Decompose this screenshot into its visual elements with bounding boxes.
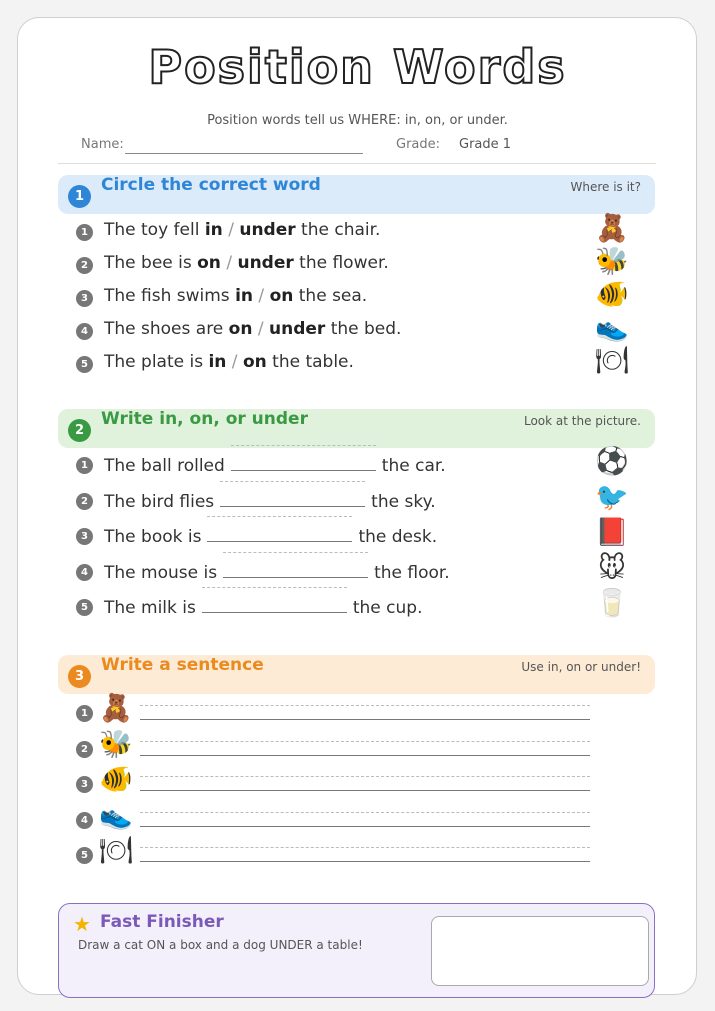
answer-blank[interactable]: [223, 560, 368, 578]
section-hint: Where is it?: [570, 180, 641, 194]
grade-value: Grade 1: [459, 137, 512, 152]
plate-icon: 🍽: [98, 835, 134, 866]
question-number: 5: [76, 847, 93, 864]
question-text-after: the floor.: [374, 562, 450, 583]
question-text-after: the chair.: [295, 220, 381, 240]
option-word[interactable]: under: [269, 319, 326, 339]
star-icon: ★: [73, 912, 91, 936]
fast-finisher-title: Fast Finisher: [100, 912, 224, 932]
question-text: [104, 595, 422, 618]
writing-guide-line: [140, 705, 590, 706]
question-text: [104, 453, 446, 476]
option-word[interactable]: under: [239, 220, 296, 240]
question-number: 4: [76, 564, 93, 581]
option-separator: /: [252, 319, 270, 339]
question-text: [104, 524, 437, 547]
bee-icon: 🐝: [99, 728, 133, 760]
section-3-header: [58, 655, 655, 694]
question-text-before: The milk is: [104, 598, 196, 618]
question-text-after: the desk.: [358, 527, 438, 547]
question-text-after: the sea.: [293, 286, 368, 306]
question-text: [104, 253, 389, 273]
question-text: [104, 286, 367, 306]
option-word[interactable]: on: [269, 286, 294, 306]
question-text-before: The bird flies: [104, 491, 215, 512]
option-word[interactable]: under: [237, 253, 294, 273]
section-heading: Circle the correct word: [101, 175, 321, 195]
bee-icon: 🐝: [595, 246, 629, 277]
question-text-after: the sky.: [371, 491, 436, 512]
writing-guide-line: [140, 741, 590, 742]
question-text-before: The mouse is: [104, 562, 218, 583]
writing-line[interactable]: [140, 826, 590, 827]
section-1-header: [58, 175, 655, 214]
writing-line[interactable]: [140, 719, 590, 720]
option-word[interactable]: on: [197, 253, 221, 273]
fish-icon: 🐠: [595, 279, 629, 310]
writing-guide-line: [140, 812, 590, 813]
section-number: 1: [68, 185, 91, 208]
option-separator: /: [253, 286, 270, 306]
section-heading: Write in, on, or under: [101, 409, 308, 429]
question-number: 2: [76, 257, 93, 274]
writing-line[interactable]: [140, 861, 590, 862]
section-heading: Write a sentence: [101, 655, 264, 675]
question-number: 5: [76, 356, 93, 373]
option-separator: /: [220, 253, 238, 273]
question-text: [104, 352, 354, 372]
shoe-icon: 👟: [595, 312, 629, 343]
section-hint: Use in, on or under!: [521, 660, 641, 674]
option-separator: /: [222, 220, 240, 240]
answer-blank[interactable]: [231, 453, 376, 471]
option-separator: /: [226, 352, 243, 372]
section-2-header: [58, 409, 655, 448]
writing-line[interactable]: [140, 790, 590, 791]
option-word[interactable]: on: [242, 352, 267, 372]
question-number: 1: [76, 705, 93, 722]
option-word[interactable]: in: [235, 286, 254, 306]
drawing-box[interactable]: [431, 916, 649, 986]
question-number: 4: [76, 323, 93, 340]
question-text-before: The fish swims: [104, 286, 236, 306]
question-text-before: The ball rolled: [104, 456, 225, 476]
question-text-before: The bee is: [104, 253, 198, 273]
question-number: 5: [76, 599, 93, 616]
question-text: [104, 489, 436, 512]
grade-label: Grade:: [396, 137, 441, 152]
question-text-after: the flower.: [293, 253, 389, 273]
teddy-bear-icon: 🧸: [99, 693, 133, 724]
question-number: 4: [76, 812, 93, 829]
section-hint: Look at the picture.: [523, 414, 641, 428]
fish-icon: 🐠: [99, 764, 133, 795]
question-text: [104, 319, 401, 339]
teddy-bear-icon: 🧸: [595, 213, 629, 244]
answer-blank[interactable]: [202, 595, 347, 613]
name-field[interactable]: [125, 153, 363, 154]
writing-guide-line: [140, 847, 590, 848]
question-text-after: the table.: [266, 352, 354, 372]
question-text: [104, 220, 380, 240]
question-text-after: the bed.: [325, 319, 402, 339]
question-text-before: The book is: [104, 527, 202, 547]
book-icon: 📕: [595, 517, 629, 548]
fast-finisher-text: Draw a cat ON a box and a dog UNDER a table!: [78, 938, 363, 952]
section-number: 3: [68, 665, 91, 688]
milk-glass-icon: 🥛: [595, 588, 629, 619]
option-word[interactable]: in: [204, 220, 223, 240]
writing-line[interactable]: [140, 755, 590, 756]
question-text-before: The shoes are: [104, 319, 229, 339]
plate-icon: 🍽: [594, 345, 630, 376]
answer-blank[interactable]: [220, 489, 365, 507]
question-text: [104, 560, 450, 583]
question-text-before: The plate is: [104, 352, 209, 372]
question-number: 3: [76, 528, 93, 545]
question-text-before: The toy fell: [104, 220, 205, 240]
fast-finisher-box: [58, 903, 655, 998]
question-number: 1: [76, 457, 93, 474]
option-word[interactable]: in: [208, 352, 227, 372]
soccer-ball-icon: ⚽: [595, 446, 629, 477]
mouse-icon: 🐭: [597, 552, 627, 584]
question-text-after: the cup.: [352, 598, 423, 618]
question-number: 2: [76, 493, 93, 510]
question-number: 3: [76, 290, 93, 307]
bird-icon: 🐦: [595, 481, 629, 513]
question-number: 1: [76, 224, 93, 241]
section-number: 2: [68, 419, 91, 442]
shoe-icon: 👟: [99, 799, 133, 831]
question-number: 3: [76, 776, 93, 793]
answer-blank[interactable]: [207, 524, 352, 542]
header-divider: [58, 163, 656, 164]
question-number: 2: [76, 741, 93, 758]
option-word[interactable]: on: [228, 319, 253, 339]
page-title: Position Words: [148, 40, 567, 94]
writing-guide-line: [140, 776, 590, 777]
page-subtitle: Position words tell us WHERE: in, on, or under.: [207, 113, 508, 128]
name-label: Name:: [81, 137, 124, 152]
question-text-after: the car.: [381, 456, 446, 476]
